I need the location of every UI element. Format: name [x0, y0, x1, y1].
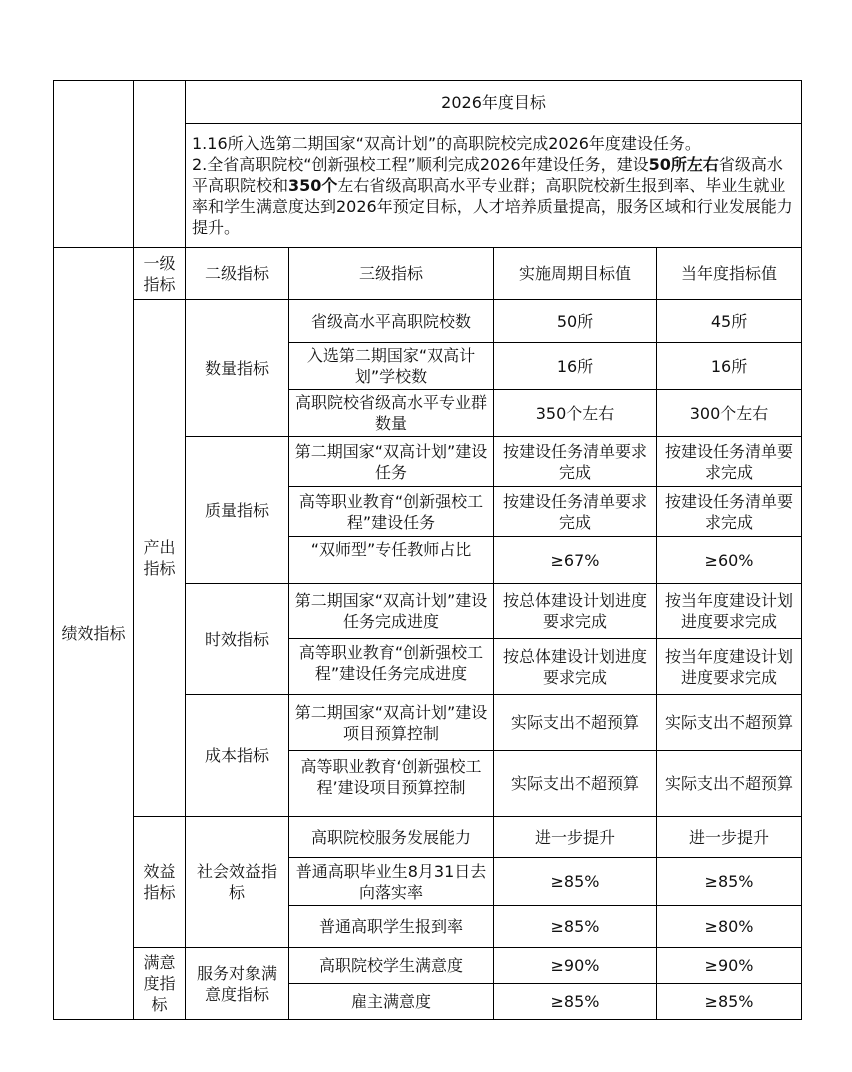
level3-name-text: 高等职业教育“创新强校工程”建设任务完成进度 — [298, 642, 484, 683]
level1-satisfaction: 满意度指标 — [134, 948, 186, 1020]
year-value: 45所 — [657, 300, 802, 343]
annual-target-line1: 1.16所入选第二期国家“双高计划”的高职院校完成2026年度建设任务。 — [192, 134, 701, 153]
period-value: 按建设任务清单要求完成 — [494, 437, 657, 487]
level3-name: 普通高职学生报到率 — [289, 906, 494, 948]
period-value: 实际支出不超预算 — [494, 695, 657, 751]
level3-name: 高职院校服务发展能力 — [289, 817, 494, 858]
level3-name: 雇主满意度 — [289, 984, 494, 1020]
level3-name: 高等职业教育“创新强校工程”建设任务 — [289, 487, 494, 537]
year-value: 实际支出不超预算 — [657, 751, 802, 817]
period-value: ≥85% — [494, 906, 657, 948]
level2-timeliness: 时效指标 — [186, 584, 289, 695]
year-value: ≥90% — [657, 948, 802, 984]
level2-service: 服务对象满意度指标 — [186, 948, 289, 1020]
period-value: ≥90% — [494, 948, 657, 984]
annual-target-line2-part-c: 省级高水平高职院校和 — [192, 155, 783, 195]
level2-cost: 成本指标 — [186, 695, 289, 817]
annual-target-bold-350: 350个 — [288, 176, 338, 195]
year-value: 按当年度建设计划进度要求完成 — [657, 584, 802, 639]
level1-benefit: 效益指标 — [134, 817, 186, 948]
annual-target-line2-part-a: 2.全省高职院校“创新强校工程”顺利完成2026年建设任务，建设 — [192, 155, 649, 174]
period-value: ≥67% — [494, 537, 657, 584]
level2-quality: 质量指标 — [186, 437, 289, 584]
year-value: 300个左右 — [657, 390, 802, 437]
header-level1: 一级指标 — [134, 248, 186, 300]
level3-name: 省级高水平高职院校数 — [289, 300, 494, 343]
annual-target-line2 — [192, 154, 795, 238]
level3-name — [289, 343, 494, 390]
level3-name — [289, 751, 494, 817]
year-value: 按建设任务清单要求完成 — [657, 487, 802, 537]
year-value: 实际支出不超预算 — [657, 695, 802, 751]
annual-target-title: 2026年度目标 — [186, 81, 802, 124]
year-value: ≥85% — [657, 858, 802, 906]
level3-name: 第二期国家“双高计划”建设项目预算控制 — [289, 695, 494, 751]
level3-name: 第二期国家“双高计划”建设任务完成进度 — [289, 584, 494, 639]
annual-target-line2-part-e: 左右省级高职高水平专业群；高职院校新生报到率、毕业生就业率和学生满意度达到2026年预定目标，人才培养质量提高，服务区域和行业发展能力提升。 — [192, 176, 793, 237]
level3-name-text: “双师型”专任教师占比 — [310, 540, 472, 559]
year-value: ≥85% — [657, 984, 802, 1020]
period-value: ≥85% — [494, 984, 657, 1020]
year-value: ≥60% — [657, 537, 802, 584]
level2-social: 社会效益指标 — [186, 817, 289, 948]
header-level2: 二级指标 — [186, 248, 289, 300]
header-period-target: 实施周期目标值 — [494, 248, 657, 300]
section-label-performance: 绩效指标 — [54, 248, 134, 1020]
year-value: ≥80% — [657, 906, 802, 948]
level3-name — [289, 639, 494, 695]
level3-name-text: 高职院校省级高水平专业群数量 — [294, 393, 487, 433]
level3-name-text: 高等职业教育‘创新强校工程’建设项目预算控制 — [300, 756, 482, 797]
year-value: 16所 — [657, 343, 802, 390]
level3-name — [289, 390, 494, 437]
year-value: 按当年度建设计划进度要求完成 — [657, 639, 802, 695]
level3-name — [289, 537, 494, 584]
level3-name: 普通高职毕业生8月31日去向落实率 — [289, 858, 494, 906]
period-value: 350个左右 — [494, 390, 657, 437]
level2-quantity: 数量指标 — [186, 300, 289, 437]
period-value: 按总体建设计划进度要求完成 — [494, 639, 657, 695]
header-level3: 三级指标 — [289, 248, 494, 300]
period-value: 进一步提升 — [494, 817, 657, 858]
performance-table — [53, 80, 802, 1020]
level3-name: 高职院校学生满意度 — [289, 948, 494, 984]
header-year-target: 当年度指标值 — [657, 248, 802, 300]
period-value: 50所 — [494, 300, 657, 343]
level3-name: 第二期国家“双高计划”建设任务 — [289, 437, 494, 487]
annual-target-text — [186, 124, 802, 248]
level3-name-text: 入选第二期国家“双高计划”学校数 — [306, 346, 476, 386]
year-value: 按建设任务清单要求完成 — [657, 437, 802, 487]
level1-output: 产出指标 — [134, 300, 186, 817]
period-value: 实际支出不超预算 — [494, 751, 657, 817]
blank-cell-left2 — [134, 81, 186, 248]
period-value: 16所 — [494, 343, 657, 390]
period-value: ≥85% — [494, 858, 657, 906]
blank-cell-left — [54, 81, 134, 248]
period-value: 按建设任务清单要求完成 — [494, 487, 657, 537]
year-value: 进一步提升 — [657, 817, 802, 858]
period-value: 按总体建设计划进度要求完成 — [494, 584, 657, 639]
annual-target-bold-50: 50所左右 — [648, 155, 719, 174]
